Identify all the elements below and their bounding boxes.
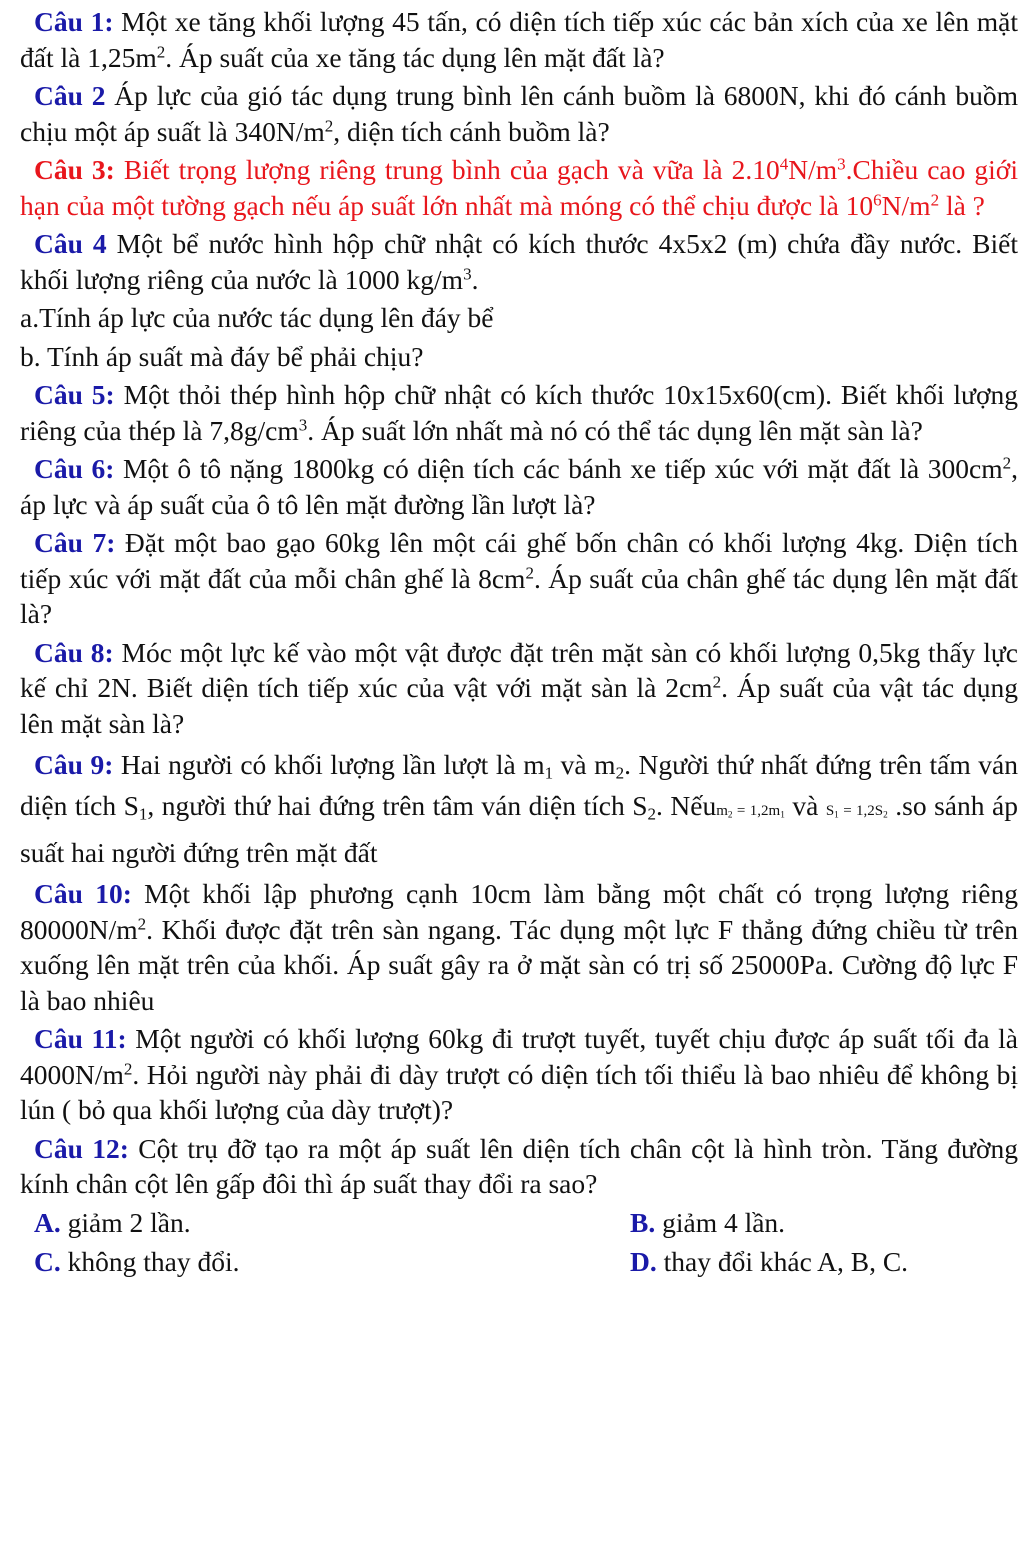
question-label: Câu 7:: [34, 527, 116, 558]
question-6: Câu 6: Một ô tô nặng 1800kg có diện tích các bánh xe tiếp xúc với mặt đất là $300cm^2$, áp lực và áp suất của ô tô lên mặt đường lần lượt là?: [20, 453, 1019, 520]
question-4-part-b: b. Tính áp suất mà đáy bể phải chịu?: [20, 340, 424, 372]
question-label: Câu 5:: [34, 379, 115, 410]
question-2: Câu 2 Áp lực của gió tác dụng trung bình lên cánh buồm là 6800N, khi đó cánh buồm chịu một áp suất là $340N/m^2$, diện tích cánh buồm là?: [20, 80, 1019, 147]
formula-mass-ratio: $m_2 = 1,2m_1$: [716, 803, 785, 821]
option-b: B. giảm 4 lần.: [630, 1206, 786, 1238]
question-label: Câu 6:: [34, 453, 115, 484]
question-12: Câu 12: Cột trụ đỡ tạo ra một áp suất lên diện tích chân cột là hình tròn. Tăng đường kính chân cột lên gấp đôi thì áp suất thay đổi ra sao?: [20, 1132, 1019, 1199]
formula-area-ratio: $S_1 = 1,2S_2$: [825, 803, 888, 821]
question-label: Câu 8:: [34, 636, 114, 668]
question-7: Câu 7: Đặt một bao gạo 60kg lên một cái ghế bốn chân có khối lượng 4kg. Diện tích tiếp xúc với mặt đất của mỗi chân ghế là $8cm^2$. Áp suất của chân ghế tác dụng lên mặt đất là?: [20, 527, 1018, 629]
question-10: Câu 10: Một khối lập phương cạnh 10cm làm bằng một chất có trọng lượng riêng $80000N/m^2$. Khối được đặt trên sàn ngang. Tác dụng một lực F thẳng đứng chiều từ trên xuống lên mặt trên của khối. Áp suất gây ra ở mặt sàn có trị số 25000Pa. Cường độ lực F là bao nhiêu: [20, 878, 1019, 1016]
question-label: Câu 4: [34, 228, 107, 259]
question-label: Câu 9:: [34, 749, 114, 780]
question-label: Câu 3:: [34, 154, 115, 185]
question-label: Câu 2: [34, 80, 106, 111]
question-4-part-a: a.Tính áp lực của nước tác dụng lên đáy bể: [20, 302, 494, 333]
question-4: Câu 4 Một bể nước hình hộp chữ nhật có kích thước 4x5x2 (m) chứa đầy nước. Biết khối lượng riêng của nước là 1000 $kg/m^3$.: [20, 228, 1019, 295]
question-label: Câu 1:: [34, 6, 114, 37]
question-9: Câu 9: Hai người có khối lượng lần lượt là $m_1$ và $m_2$. Người thứ nhất đứng trên tấm ván diện tích $S_1$, người thứ hai đứng trên tâm ván diện tích $S_2$. Nếum$_2$ = $1,2m_1$ và $S_1 = 1,2S_2$ .so sánh áp suất hai người đứng trên mặt đất: [20, 749, 1018, 868]
option-a: A. giảm 2 lần.: [34, 1206, 191, 1238]
question-5: Câu 5: Một thỏi thép hình hộp chữ nhật có kích thước 10x15x60(cm). Biết khối lượng riêng của thép là $7,8g/cm^3$. Áp suất lớn nhất mà nó có thể tác dụng lên mặt sàn là?: [20, 379, 1019, 446]
question-label: Câu 10:: [34, 878, 132, 909]
question-3: Câu 3: Biết trọng lượng riêng trung bình của gạch và vữa là $2.10^4N/m^3.Chiều$ cao giới hạn của một tường gạch nếu áp suất lớn nhất mà móng có thể chịu được là $10^6N/m^2$ là ?: [20, 154, 1018, 221]
question-1: Câu 1: Một xe tăng khối lượng 45 tấn, có diện tích tiếp xúc các bản xích của xe lên mặt đất là $1,25m^2$. Áp suất của xe tăng tác dụng lên mặt đất là?: [20, 6, 1019, 73]
question-11: Câu 11: Một người có khối lượng 60kg đi trượt tuyết, tuyết chịu được áp suất tối đa là $4000N/m^2$. Hỏi người này phải đi dày trượt có diện tích tối thiểu là bao nhiêu để không bị lún ( bỏ qua khối lượng của dày trượt)?: [20, 1023, 1019, 1125]
question-label: Câu 12:: [34, 1132, 129, 1164]
option-c: C. không thay đổi.: [34, 1246, 240, 1277]
question-label: Câu 11:: [34, 1023, 127, 1054]
answer-options: [20, 1205, 1018, 1280]
question-8: Câu 8: Móc một lực kế vào một vật được đặt trên mặt sàn có khối lượng 0,5kg thấy lực kế chỉ 2N. Biết diện tích tiếp xúc của vật với mặt sàn là $2cm^2$. Áp suất của vật tác dụng lên mặt sàn là?: [20, 636, 1019, 739]
option-d: D. thay đổi khác A, B, C.: [630, 1246, 909, 1277]
